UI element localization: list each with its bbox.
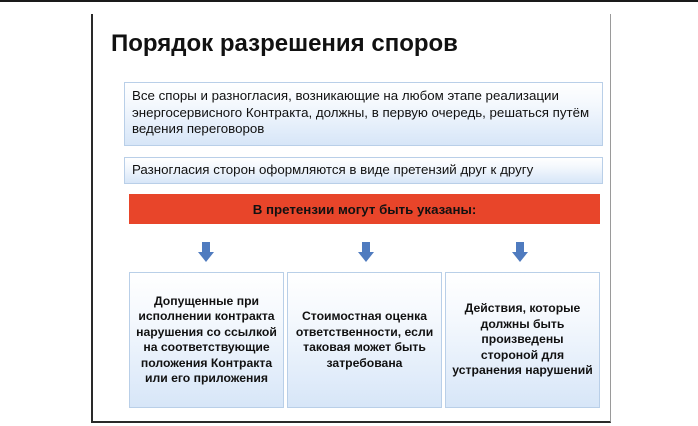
claims-box: Разногласия сторон оформляются в виде претензий друг к другу [124, 157, 603, 184]
top-rule [0, 0, 698, 2]
banner-label: В претензии могут быть указаны: [252, 201, 477, 217]
arrow-down-icon [512, 242, 528, 262]
arrow-down-icon [198, 242, 214, 262]
actions-text: Действия, которые должны быть произведены стороной для устранения нарушений [452, 301, 593, 378]
liability-box [287, 272, 442, 408]
intro-box: Все споры и разногласия, возникающие на любом этапе реализации энергосервисного Контракта, должны, в первую очередь, решаться путём ведения переговоров [124, 82, 603, 146]
violations-text: Допущенные при исполнении контракта нарушения со ссылкой на соответствующие положения Контракта или его приложения [136, 293, 277, 385]
claims-banner [129, 194, 600, 224]
slide-title: Порядок разрешения споров [111, 30, 458, 57]
liability-text: Стоимостная оценка ответственности, если таковая может быть затребована [295, 309, 434, 370]
actions-box [445, 272, 600, 408]
violations-box [129, 272, 284, 408]
slide [91, 14, 611, 423]
arrow-down-icon [358, 242, 374, 262]
